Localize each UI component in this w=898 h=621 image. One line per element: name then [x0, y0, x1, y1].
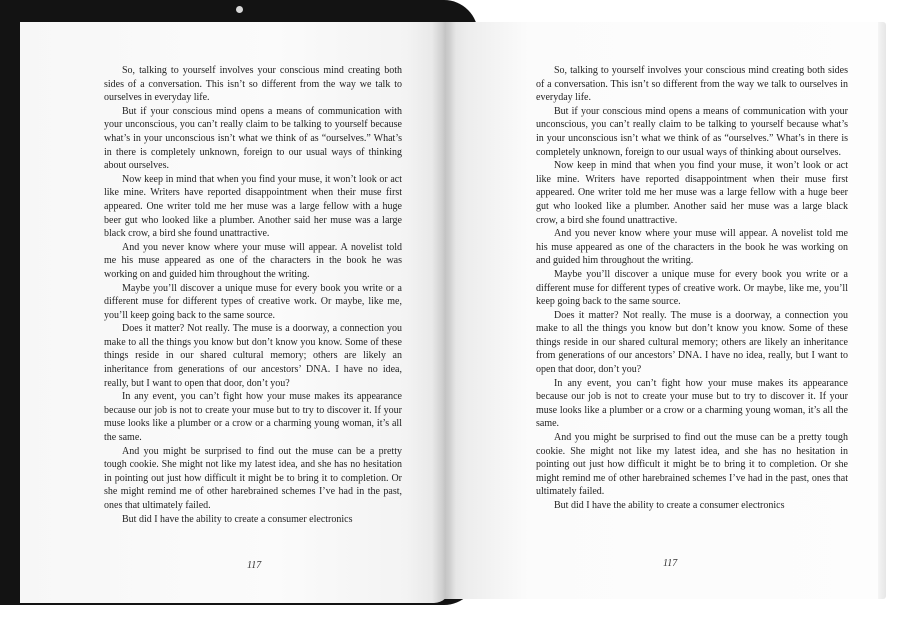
- left-paragraph-5: Maybe you’ll discover a unique muse for every book you write or a different muse for different types of creative work. Or maybe, like me, you’ll keep going back to the same source.: [104, 282, 402, 321]
- right-page-text: [536, 64, 848, 513]
- printed-book-page: [440, 22, 880, 599]
- left-paragraph-2: But if your conscious mind opens a means of communication with your unconscious, you can’t really claim to be talking to yourself because what’s in your unconscious isn’t what we think of as “ourselves.” What’s in there is completely unknown, foreign to our usual ways of thinking about ourselves.: [104, 105, 402, 172]
- left-page-number: 117: [247, 560, 262, 571]
- left-paragraph-8: And you might be surprised to find out the muse can be a pretty tough cookie. She might not like my latest idea, and she has no hesitation in pointing out just how difficult it might be to bring it to completion. Or she might remind me of other harebrained schemes I’ve had in the past, ones that ultimately failed.: [104, 445, 402, 511]
- tablet-screen-page: [20, 22, 450, 603]
- right-paragraph-3: Now keep in mind that when you find your muse, it won’t look or act like mine. Writers have reported disappointment when their muse first appeared. One writer told me her muse was a large fellow with a huge beer gut who looked like a plumber. Another said her muse was a large black crow, a bird she found unattractive.: [536, 160, 848, 226]
- right-paragraph-6: Does it matter? Not really. The muse is a doorway, a connection you make to all the things you know but don’t know you know. Some of these things reside in our shared cultural memory; others are likely an inheritance from generations of our ancestors’ DNA. I have no idea, really, but I want to open that door, don’t you?: [536, 309, 848, 376]
- left-page-text: [104, 64, 402, 526]
- spine-shadow: [432, 22, 456, 603]
- left-paragraph-3: Now keep in mind that when you find your muse, it won’t look or act like mine. Writers have reported disappointment when their muse first appeared. One writer told me her muse was a large fellow with a huge beer gut who looked like a plumber. Another said her muse was a large black crow, a bird she found unattractive.: [104, 173, 402, 240]
- right-paragraph-4: And you never know where your muse will appear. A novelist told me his muse appeared as one of the characters in the book he was working on and guided him throughout the writing.: [536, 228, 848, 267]
- left-paragraph-7: In any event, you can’t fight how your muse makes its appearance because our job is not to create your muse but to try to discover it. If your muse looks like a plumber or a crow or a charming young woman, it’s all the same.: [104, 391, 402, 444]
- right-page-number: 117: [663, 558, 678, 569]
- page-edge: [878, 22, 886, 599]
- right-paragraph-9: But did I have the ability to create a consumer electronics: [554, 500, 785, 511]
- right-paragraph-5: Maybe you’ll discover a unique muse for every book you write or a different muse for different types of creative work. Or maybe, like me, you’ll keep going back to the same source.: [536, 268, 848, 308]
- right-paragraph-8: And you might be surprised to find out the muse can be a pretty tough cookie. She might not like my latest idea, and she has no hesitation in pointing out just how difficult it might be to bring it to completion. Or she might remind me of other harebrained schemes I’ve had in the past, ones that ultimately failed.: [536, 432, 848, 498]
- right-paragraph-7: In any event, you can’t fight how your muse makes its appearance because our job is not to create your muse but to try to discover it. If your muse looks like a plumber or a crow or a charming young woman, it’s all the same.: [536, 377, 848, 430]
- right-paragraph-1: So, talking to yourself involves your conscious mind creating both sides of a conversation. This isn’t so different from the way we talk to ourselves in everyday life.: [536, 65, 848, 104]
- left-paragraph-1: So, talking to yourself involves your conscious mind creating both sides of a conversation. This isn’t so different from the way we talk to ourselves in everyday life.: [104, 65, 402, 104]
- left-paragraph-9: But did I have the ability to create a consumer electronics: [122, 513, 353, 525]
- right-paragraph-2: But if your conscious mind opens a means of communication with your unconscious, you can’t really claim to be talking to yourself because what’s in your unconscious isn’t what we think of as “ourselves.” What’s in there is completely unknown, foreign to our usual ways of thinking about ourselves.: [536, 105, 848, 158]
- left-paragraph-6: Does it matter? Not really. The muse is a doorway, a connection you make to all the things you know but don’t know you know. Some of these things reside in our shared cultural memory; others are likely an inheritance from generations of our ancestors’ DNA. I have no idea, really, but I want to open that door, don’t you?: [104, 323, 402, 389]
- left-paragraph-4: And you never know where your muse will appear. A novelist told me his muse appeared as one of the characters in the book he was working on and guided him throughout the writing.: [104, 241, 402, 280]
- camera-icon: [236, 6, 243, 13]
